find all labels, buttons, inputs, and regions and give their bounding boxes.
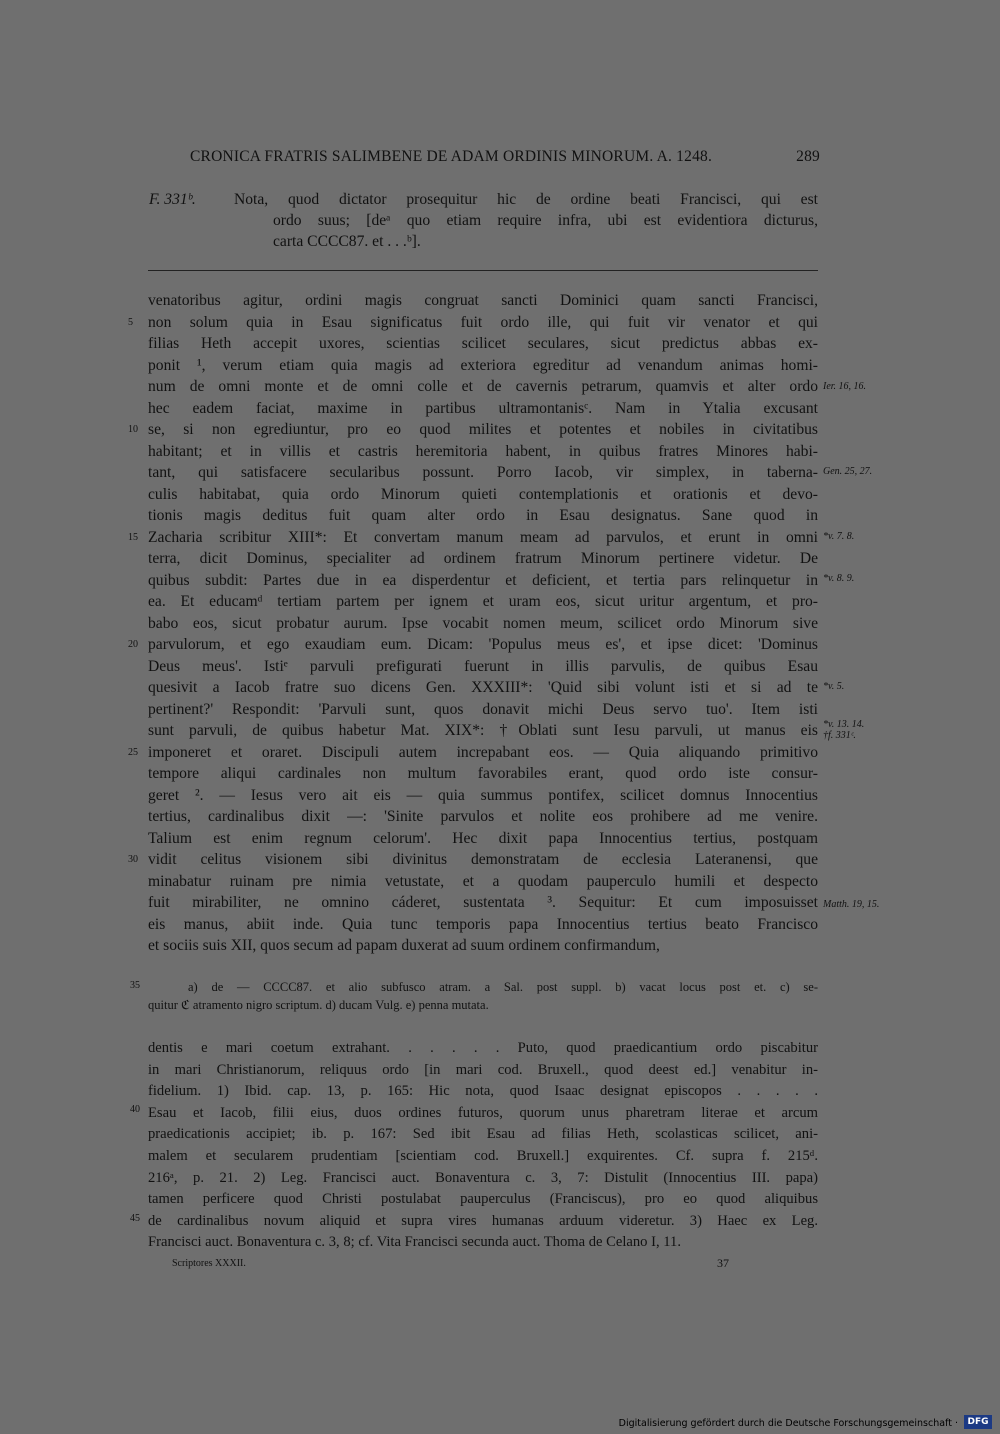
text-line: parvulorum, et ego exaudiam eum. Dicam: 'Populus meus es', et ipse dicet: 'Dominus <box>148 636 818 653</box>
text-line: ponit ¹, verum etiam quia magis ad exteriora egreditur ad venandum animas homi- <box>148 356 818 374</box>
footnote-line: 216ᵃ, p. 21. 2) Leg. Francisci auct. Bonaventura c. 3, 7: Distulit (Innocentius III. papa) <box>148 1169 818 1186</box>
text-line: Deus meus'. Istiᵉ parvuli prefigurati fuerunt in illis parvulis, de quibus Esau <box>148 657 818 675</box>
margin-note: *v. 8. 9. <box>823 573 855 584</box>
text-line: Talium est enim regnum celorum'. Hec dixit papa Innocentius tertius, postquam <box>148 829 818 847</box>
line-number: 15 <box>128 531 138 543</box>
text-line: Zacharia scribitur XIII*: Et convertam manum meam ad parvulos, et erunt in omni <box>148 528 818 546</box>
footnote-line: malem et secularem prudentiam [scientiam cod. Bruxell.] exquirentes. Cf. supra f. 215ᵈ. <box>148 1148 818 1164</box>
footnote-line: tamen perficere quod Christi postulabat pauperculus (Franciscus), pro eo quod aliquibus <box>148 1191 818 1208</box>
text-line: fuit mirabiliter, ne omnino cáderet, sustentata ³. Sequitur: Et cum imposuisset <box>148 894 818 911</box>
text-line: tertius, cardinalibus dixit —: 'Sinite parvulos et nolite eos prohibere ad me venire. <box>148 808 818 825</box>
nota-line: Nota, quod dictator prosequitur hic de ordine beati Francisci, qui est <box>234 191 818 208</box>
line-number: 10 <box>128 424 138 435</box>
nota-line: ordo suus; [deᵃ quo etiam require infra, ubi est evidentiora dicturus, <box>273 212 818 229</box>
text-line: eis manus, abiit inde. Quia tunc temporis papa Innocentius tertius beato Francisco <box>148 915 818 933</box>
footnote-line-number: 45 <box>130 1213 140 1224</box>
footnote-line: de cardinalibus novum aliquid et supra vires humanas arduum videretur. 3) Haec ex Leg. <box>148 1212 818 1229</box>
text-line: filias Heth accepit uxores, scientias scilicet seculares, sicut predictus abbas ex- <box>148 335 818 352</box>
separator-rule <box>148 270 818 271</box>
apparatus-line: a) de — CCCC87. et alio subfusco atram. a Sal. post suppl. b) vacat locus post et. c) se- <box>188 980 818 994</box>
text-line: sunt parvuli, de quibus habetur Mat. XIX*: †Oblati sunt Iesu parvuli, ut manus eis <box>148 722 818 739</box>
text-line: quibus subdit: Partes due in ea disperdentur et deficient, et tertia pars relinquetur in <box>148 571 818 589</box>
footnote-line: Francisci auct. Bonaventura c. 3, 8; cf. Vita Francisci secunda auct. Thoma de Celano I, 11. <box>148 1234 681 1251</box>
text-line: minabatur ruinam pre nimia vetustate, et a quodam pauperculo humili et despecto <box>148 872 818 890</box>
text-line: ea. Et educamᵈ tertiam partem per ignem et uram eos, sicut uritur argentum, et pro- <box>148 593 818 610</box>
header-title: CRONICA FRATRIS SALIMBENE DE ADAM ORDINIS MINORUM. A. 1248. <box>190 148 713 165</box>
text-line: venatoribus agitur, ordini magis congruat sancti Dominici quam sancti Francisci, <box>148 292 818 309</box>
volume-signature: Scriptores XXXII. <box>172 1258 246 1269</box>
margin-note: Gen. 25, 27. <box>823 466 873 477</box>
text-line: et sociis suis XII, quos secum ad papam duxerat ad suum ordinem confirmandum, <box>148 937 660 954</box>
line-number: 30 <box>128 854 138 865</box>
footnote-line-number: 40 <box>130 1104 140 1115</box>
text-line: non solum quia in Esau significatus fuit ordo ille, qui fuit vir venator et qui <box>148 313 818 331</box>
nota-line: carta CCCC87. et . . .ᵇ]. <box>273 233 421 250</box>
margin-note: Matth. 19, 15. <box>823 899 880 910</box>
text-line: geret ². — Iesus vero ait eis — quia summus pontifex, scilicet domnus Innocentius <box>148 786 818 804</box>
line-number: 5 <box>128 316 133 328</box>
text-line: imponeret et oraret. Discipuli autem increpabant eos. — Quia aliquando primitivo <box>148 743 818 761</box>
funding-credit: Digitalisierung gefördert durch die Deutsche Forschungsgemeinschaft · <box>618 1418 958 1429</box>
line-number: 25 <box>128 746 138 758</box>
text-line: quesivit a Iacob fratre suo dicens Gen. XXXIII*: 'Quid sibi volunt isti et si ad te <box>148 679 818 696</box>
dfg-logo: DFG <box>964 1415 992 1429</box>
margin-note: *v. 5. <box>823 681 845 692</box>
text-line: tant, qui satisfacere secularibus possunt. Porro Iacob, vir simplex, in taberna- <box>148 464 818 481</box>
footnote-line: fidelium. 1) Ibid. cap. 13, p. 165: Hic nota, quod Isaac designat episcopos . . . . . <box>148 1083 818 1100</box>
text-line: terra, dicit Dominus, specialiter ad ordinem fratrum Minorum pertinere videtur. De <box>148 550 818 567</box>
line-number: 20 <box>128 639 138 650</box>
margin-note: Ier. 16, 16. <box>823 381 867 392</box>
text-line: vidit celitus visionem sibi divinitus demonstratam de ecclesia Lateranensi, que <box>148 851 818 868</box>
text-line: tempore aliqui cardinales non multum favorabiles erant, quod ordo iste consur- <box>148 765 818 782</box>
text-line: habitant; et in villis et castris heremitoria habent, in quibus fratres Minores habi- <box>148 442 818 460</box>
footnote-line: in mari Christianorum, reliquus ordo [in mari cod. Bruxell., quod deest ed.] venabitur in- <box>148 1061 818 1078</box>
running-header <box>190 148 820 166</box>
text-line: tionis magis deditus fuit quam alter ordo in Esau designatus. Sane quod in <box>148 507 818 524</box>
footnote-line: Esau et Iacob, filii eius, duos ordines futuros, quorum unus pharetram literae et arcum <box>148 1104 818 1121</box>
page-number: 289 <box>796 148 820 165</box>
text-line: hec eadem faciat, maxime in partibus ultramontanisᶜ. Nam in Ytalia excusant <box>148 399 818 417</box>
margin-note: *v. 7. 8. <box>823 531 855 542</box>
text-line: culis habitabat, quia ordo Minorum quieti contemplationis et orationis et devo- <box>148 485 818 503</box>
text-line: num de omni monte et de omni colle et de cavernis petrarum, quamvis et alter ordo <box>148 378 818 395</box>
gathering-signature: 37 <box>717 1256 729 1270</box>
text-line: se, si non egrediuntur, pro eo quod milites et potentes et nobiles in civitatibus <box>148 421 818 438</box>
margin-note: †f. 331ᶜ. <box>823 730 856 741</box>
footnote-line: dentis e mari coetum extrahant. . . . . . Puto, quod praedicantium ordo piscabitur <box>148 1040 818 1056</box>
folio-reference: F. 331ᵇ. <box>149 191 196 208</box>
apparatus-line: quitur ℭ atramento nigro scriptum. d) ducam Vulg. e) penna mutata. <box>148 998 489 1012</box>
text-line: babo eos, sicut probatur aurum. Ipse vocabit nomen meum, scilicet ordo Minorum sive <box>148 614 818 632</box>
text-line: pertinent?' Respondit: 'Parvuli sunt, quos donavit michi Deus servo tuo'. Item isti <box>148 700 818 718</box>
footnote-line: praedicationis accipiet; ib. p. 167: Sed ibit Esau ad filias Heth, scolasticas scilicet, ani- <box>148 1126 818 1143</box>
apparatus-line-number: 35 <box>130 980 140 991</box>
margin-note: *v. 13. 14. <box>823 719 865 730</box>
